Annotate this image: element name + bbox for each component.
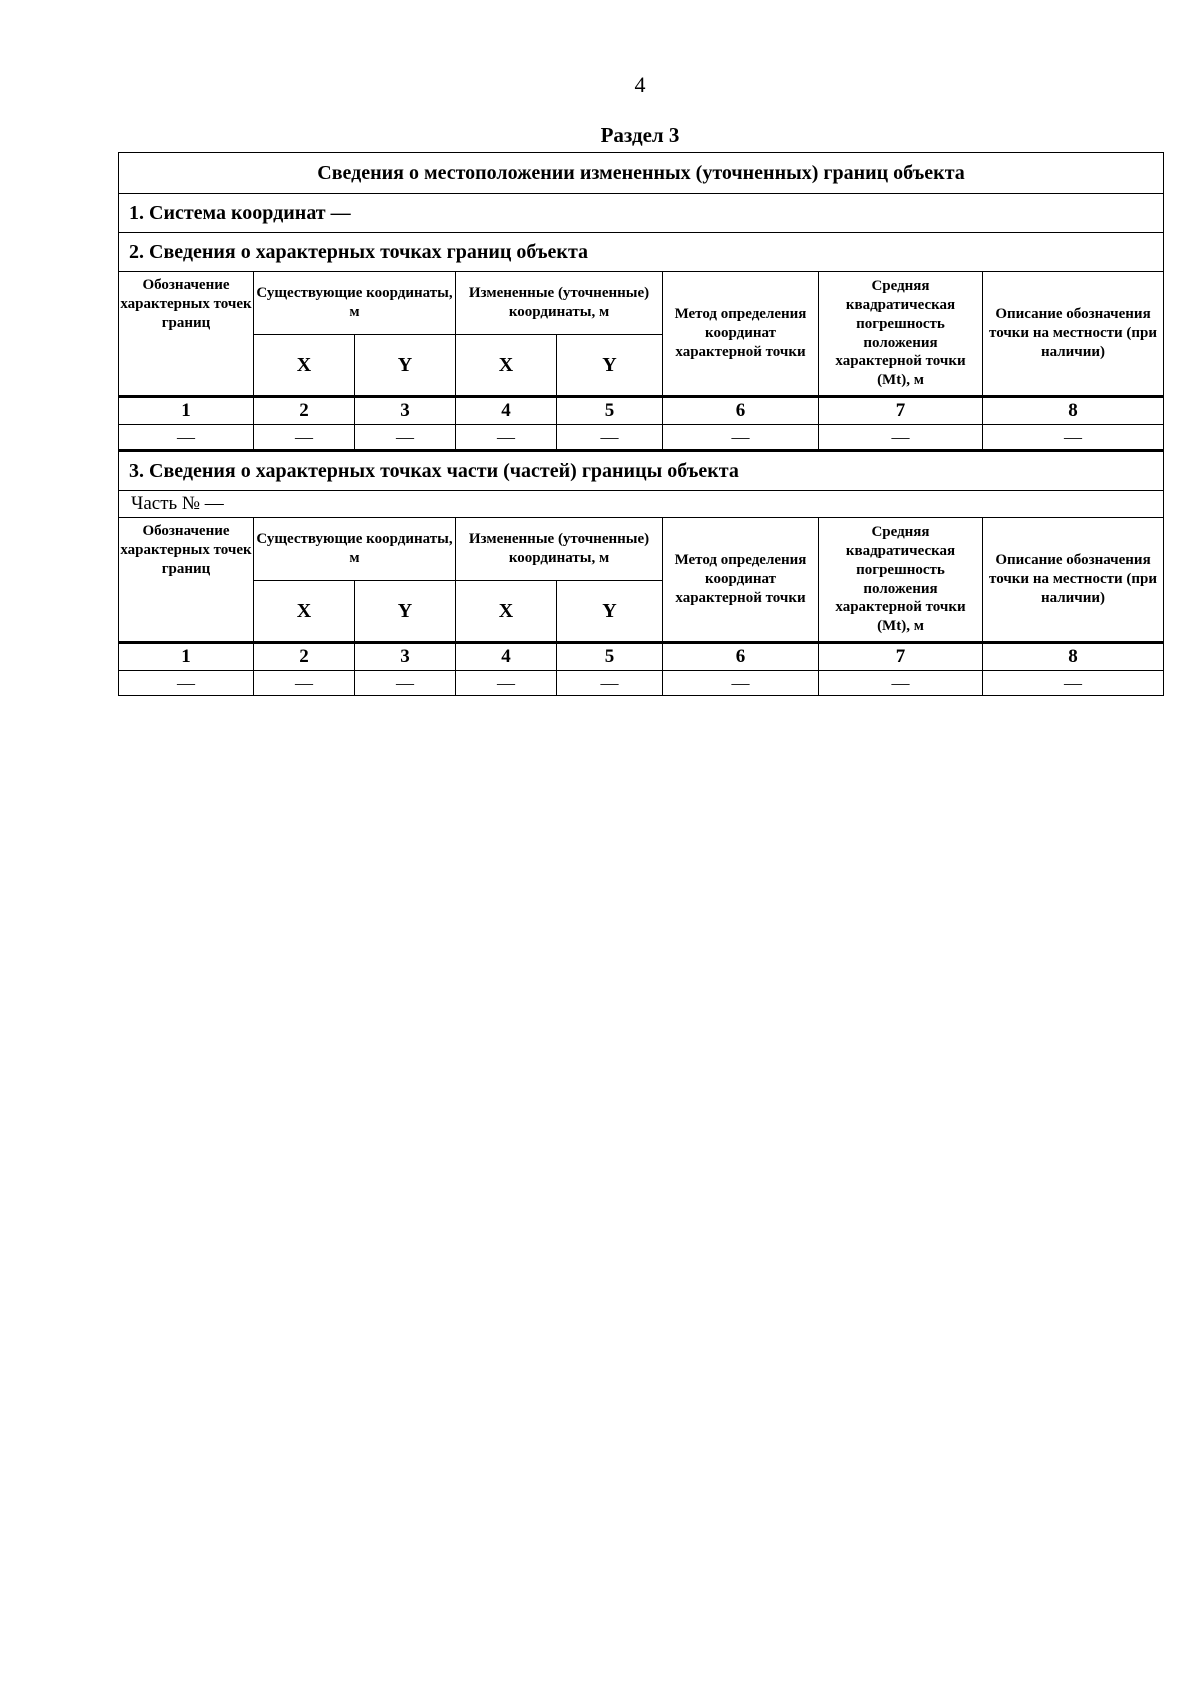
table-cell: — bbox=[254, 425, 355, 451]
column-number: 4 bbox=[456, 397, 557, 425]
header-changed-y: Y bbox=[557, 581, 663, 643]
table-cell: — bbox=[456, 671, 557, 696]
column-number: 2 bbox=[254, 397, 355, 425]
column-number: 3 bbox=[355, 397, 456, 425]
table-cell: — bbox=[254, 671, 355, 696]
section-title: Раздел 3 bbox=[600, 123, 680, 147]
header-error: Средняя квадратическая погрешность положения характерной точки (Mt), м bbox=[819, 518, 983, 643]
header-existing-x: X bbox=[254, 335, 355, 397]
table-cell: — bbox=[819, 425, 983, 451]
table-row bbox=[119, 425, 1164, 451]
column-number: 7 bbox=[819, 397, 983, 425]
block1-heading: 2. Сведения о характерных точках границ объекта bbox=[119, 233, 1164, 272]
header-existing-y: Y bbox=[355, 335, 456, 397]
table-row bbox=[119, 671, 1164, 696]
column-number: 7 bbox=[819, 643, 983, 671]
column-number: 3 bbox=[355, 643, 456, 671]
block2-heading: 3. Сведения о характерных точках части (частей) границы объекта bbox=[119, 451, 1164, 491]
column-number: 6 bbox=[663, 397, 819, 425]
table-cell: — bbox=[355, 425, 456, 451]
table-cell: — bbox=[983, 425, 1164, 451]
column-number: 8 bbox=[983, 643, 1164, 671]
table-cell: — bbox=[355, 671, 456, 696]
header-description: Описание обозначения точки на местности (при наличии) bbox=[983, 518, 1164, 643]
header-changed: Измененные (уточненные) координаты, м bbox=[456, 518, 663, 581]
table-cell: — bbox=[557, 425, 663, 451]
table-cell: — bbox=[663, 671, 819, 696]
header-error: Средняя квадратическая погрешность положения характерной точки (Mt), м bbox=[819, 272, 983, 397]
header-existing: Существующие координаты, м bbox=[254, 272, 456, 335]
header-changed-y: Y bbox=[557, 335, 663, 397]
column-numbers-row bbox=[119, 643, 1164, 671]
column-number: 5 bbox=[557, 643, 663, 671]
header-method: Метод определения координат характерной точки bbox=[663, 272, 819, 397]
table-cell: — bbox=[663, 425, 819, 451]
header-designation: Обозначение характерных точек границ bbox=[119, 272, 254, 397]
table-cell: — bbox=[119, 671, 254, 696]
column-number: 6 bbox=[663, 643, 819, 671]
table-cell: — bbox=[819, 671, 983, 696]
table-title: Сведения о местоположении измененных (уточненных) границ объекта bbox=[119, 153, 1164, 194]
page-number: 4 bbox=[634, 72, 646, 97]
coord-system-row: 1. Система координат — bbox=[119, 194, 1164, 233]
column-number: 1 bbox=[119, 643, 254, 671]
table-cell: — bbox=[557, 671, 663, 696]
column-number: 8 bbox=[983, 397, 1164, 425]
header-description: Описание обозначения точки на местности (при наличии) bbox=[983, 272, 1164, 397]
table-cell: — bbox=[983, 671, 1164, 696]
table-cell: — bbox=[456, 425, 557, 451]
boundary-table bbox=[118, 152, 1164, 696]
header-method: Метод определения координат характерной точки bbox=[663, 518, 819, 643]
part-number-row: Часть № — bbox=[119, 491, 1164, 518]
header-existing: Существующие координаты, м bbox=[254, 518, 456, 581]
header-changed-x: X bbox=[456, 581, 557, 643]
table-cell: — bbox=[119, 425, 254, 451]
header-existing-x: X bbox=[254, 581, 355, 643]
column-number: 2 bbox=[254, 643, 355, 671]
column-number: 1 bbox=[119, 397, 254, 425]
header-changed-x: X bbox=[456, 335, 557, 397]
header-changed: Измененные (уточненные) координаты, м bbox=[456, 272, 663, 335]
header-existing-y: Y bbox=[355, 581, 456, 643]
column-number: 4 bbox=[456, 643, 557, 671]
column-numbers-row bbox=[119, 397, 1164, 425]
header-designation: Обозначение характерных точек границ bbox=[119, 518, 254, 643]
column-number: 5 bbox=[557, 397, 663, 425]
